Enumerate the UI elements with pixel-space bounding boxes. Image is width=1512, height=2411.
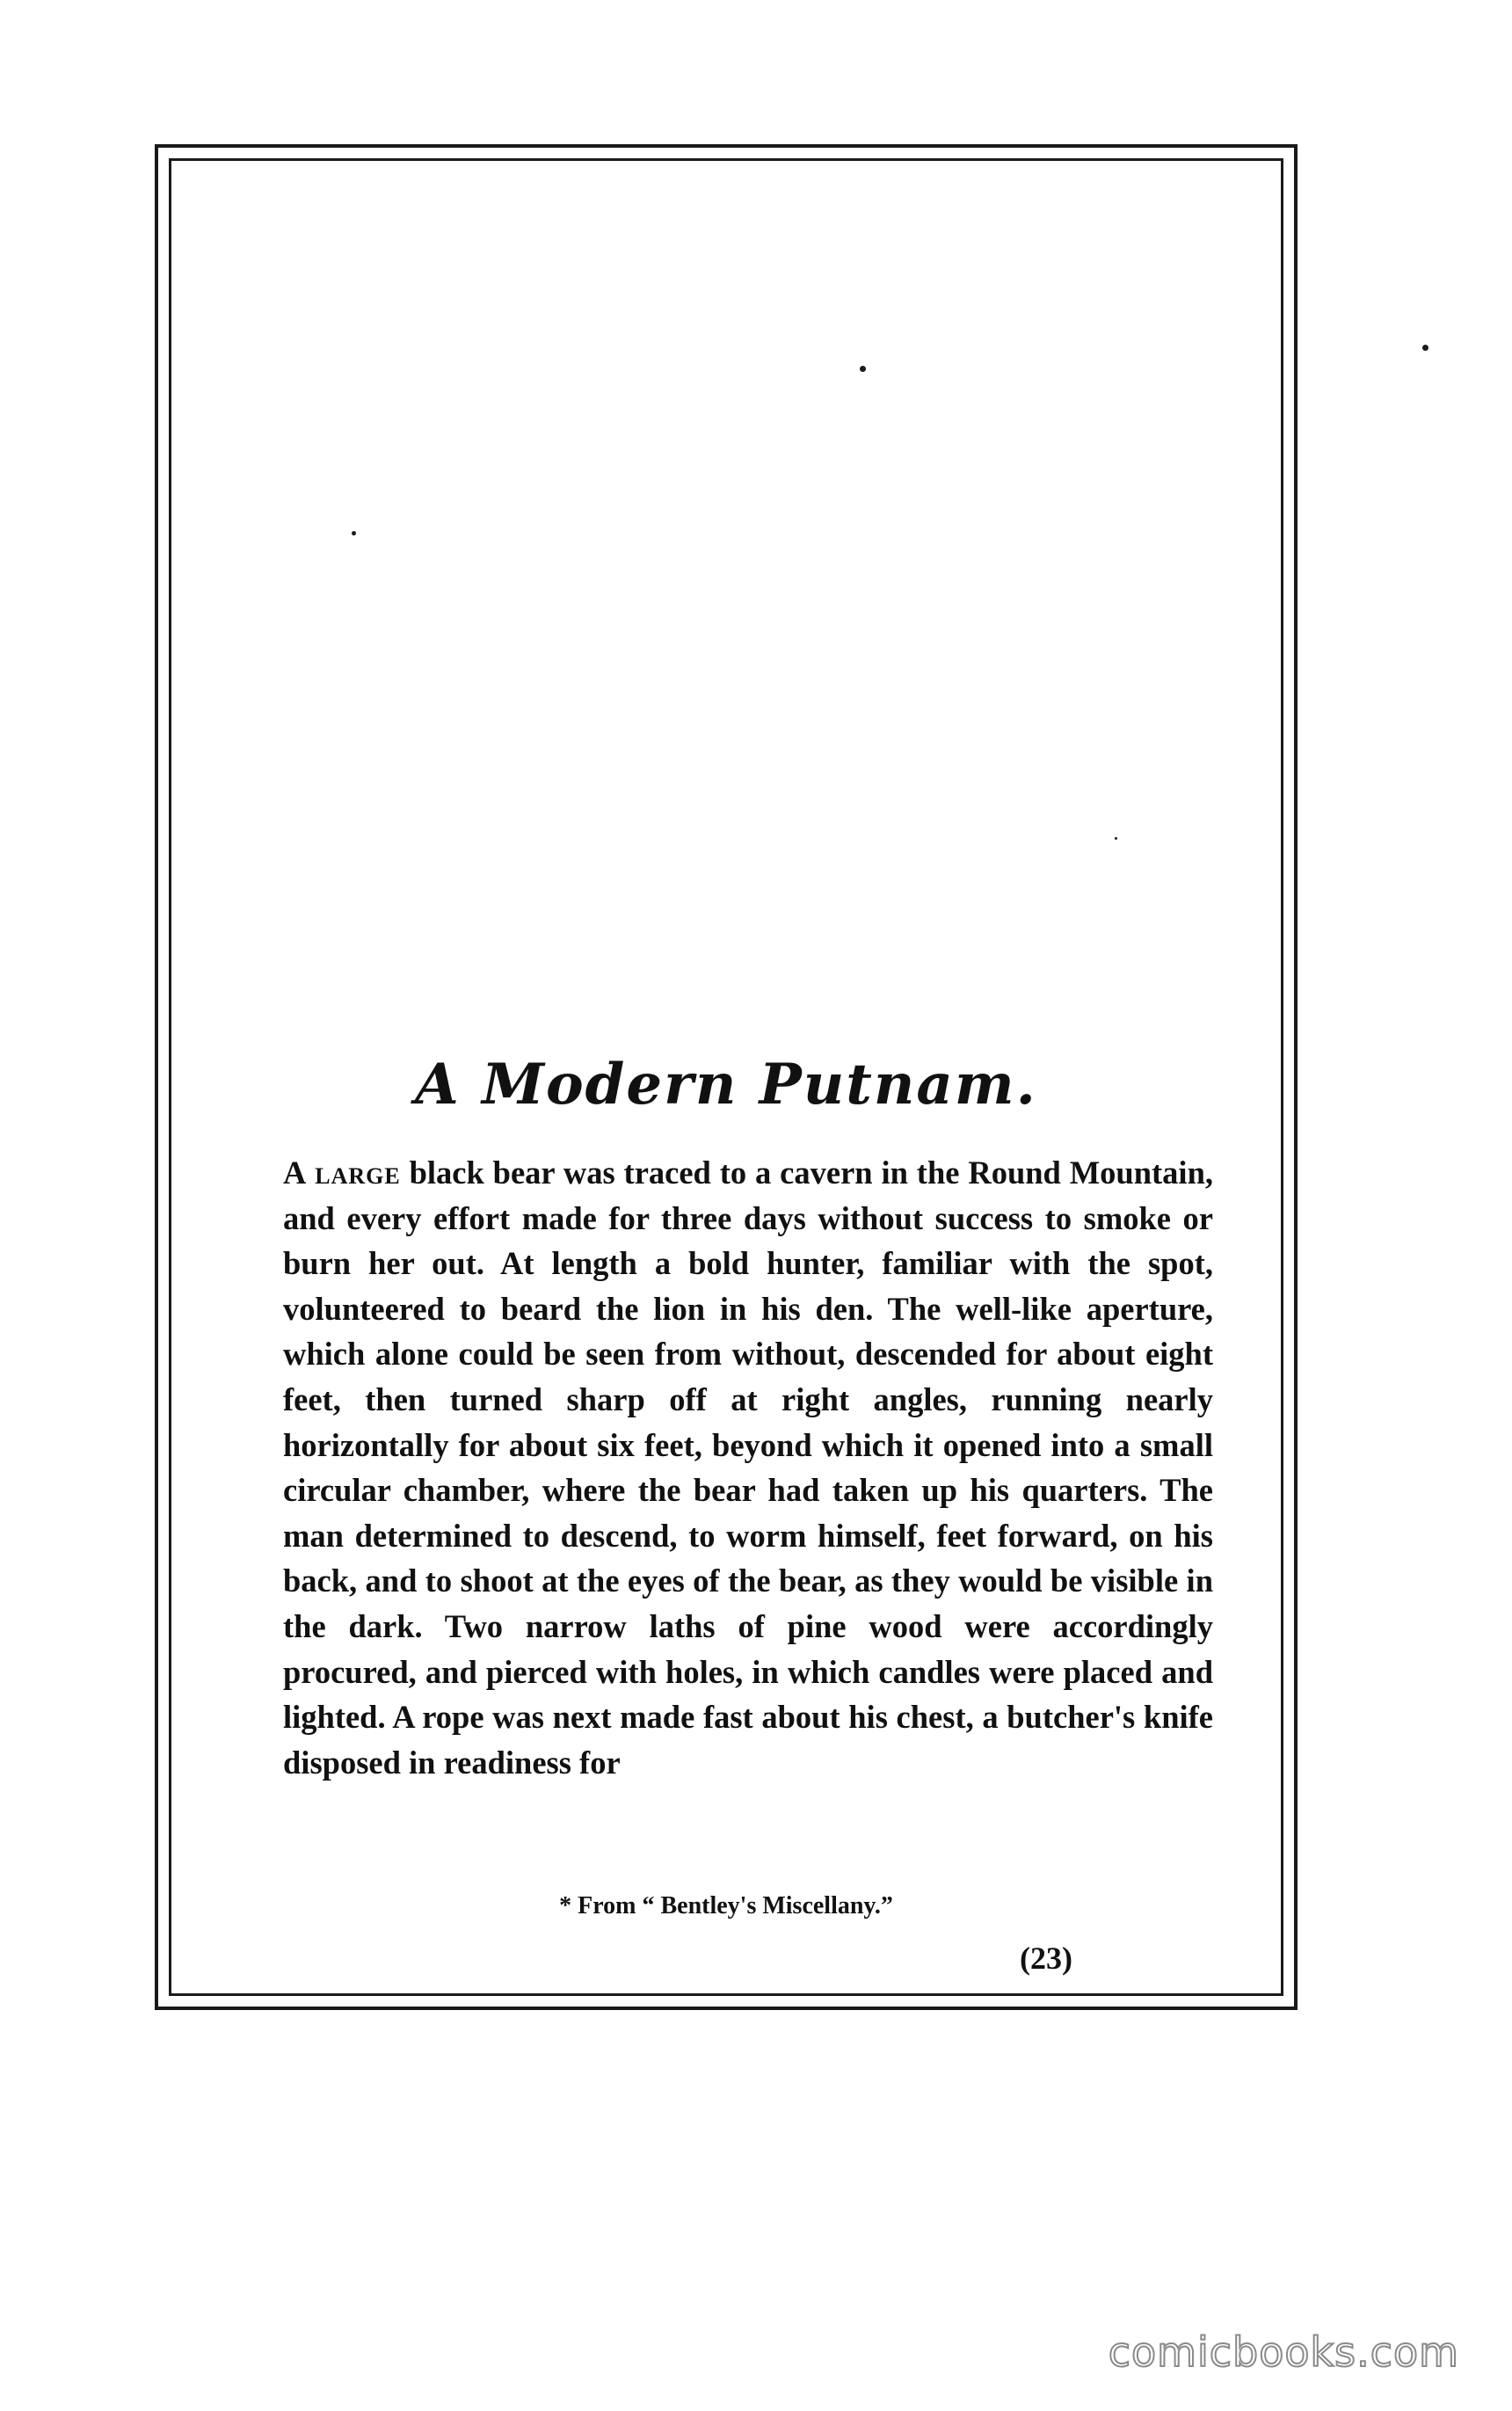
watermark-logo: comicbooks.com [1108,2328,1459,2376]
story-lead-words: A large [283,1155,401,1191]
story-body-text: black bear was traced to a cavern in the Round Mountain, and every effort made for three days without success to smoke or burn her out. At length a bold hunter, familiar with the spot, volunteered to beard the lion in his den. The well-like aperture, which alone could be seen from without, descended for about eight feet, then turned sharp off at right angles, running nearly horizontally for about six feet, beyond which it opened into a small circular chamber, where the bear had taken up his quarters. The man determined to descend, to worm himself, feet forward, on his back, and to shoot at the eyes of the bear, as they would be visible in the dark. Two narrow laths of pine wood were accordingly procured, and pierced with holes, in which candles were placed and lighted. A rope was next made fast about his chest, a butcher's knife disposed in readiness for [283,1155,1214,1781]
story-body [283,1150,1213,1785]
story-title: A Modern Putnam. [415,1052,1037,1118]
footnote: * From “ Bentley's Miscellany.” [559,1892,893,1919]
ink-speck [1422,345,1428,351]
ink-speck [860,366,866,372]
ink-speck [352,531,356,535]
ink-speck [1115,837,1117,840]
page-number: (23) [1020,1941,1072,1976]
